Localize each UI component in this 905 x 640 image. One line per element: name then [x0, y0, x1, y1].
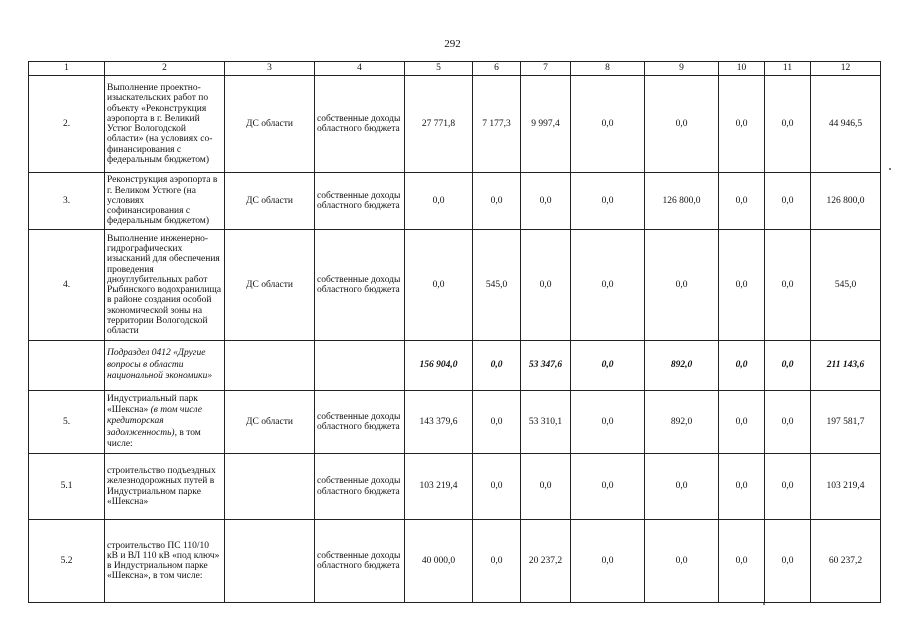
row-value: 211 143,6 — [811, 341, 881, 391]
col-header-6: 6 — [473, 62, 521, 76]
row-value: 892,0 — [645, 341, 719, 391]
row-executor — [225, 454, 315, 520]
col-header-8: 8 — [571, 62, 645, 76]
row-value: 0,0 — [405, 173, 473, 230]
row-executor — [225, 520, 315, 603]
row-value: 0,0 — [473, 454, 521, 520]
row-description-italic: (в том числе кредиторская задолженность) — [107, 404, 203, 438]
row-value: 53 347,6 — [521, 341, 571, 391]
table-row — [29, 230, 881, 341]
row-description: Выполнение инженерно-гидрографических изысканий для обеспечения проведения дноуглубительных работ Рыбинского водохранилища в районе создания особой экономической зоны на территории Вологодской области — [105, 230, 225, 341]
row-value: 7 177,3 — [473, 76, 521, 173]
row-value: 0,0 — [521, 454, 571, 520]
row-value: 0,0 — [719, 173, 765, 230]
row-value: 0,0 — [765, 520, 811, 603]
row-value: 0,0 — [405, 230, 473, 341]
col-header-7: 7 — [521, 62, 571, 76]
row-value: 103 219,4 — [811, 454, 881, 520]
row-source: собственные доходы областного бюджета — [315, 391, 405, 454]
row-number: 2. — [29, 76, 105, 173]
row-executor: ДС области — [225, 76, 315, 173]
table-row — [29, 454, 881, 520]
row-value: 27 771,8 — [405, 76, 473, 173]
row-value: 156 904,0 — [405, 341, 473, 391]
row-executor: ДС области — [225, 173, 315, 230]
col-header-11: 11 — [765, 62, 811, 76]
row-value: 143 379,6 — [405, 391, 473, 454]
row-value: 197 581,7 — [811, 391, 881, 454]
row-value: 0,0 — [765, 230, 811, 341]
row-value: 126 800,0 — [645, 173, 719, 230]
row-value: 0,0 — [645, 520, 719, 603]
col-header-9: 9 — [645, 62, 719, 76]
row-value: 0,0 — [521, 230, 571, 341]
row-value: 0,0 — [719, 454, 765, 520]
row-value: 0,0 — [571, 391, 645, 454]
col-header-2: 2 — [105, 62, 225, 76]
row-source: собственные доходы областного бюджета — [315, 454, 405, 520]
row-value: 9 997,4 — [521, 76, 571, 173]
table-row — [29, 391, 881, 454]
row-number: 5.1 — [29, 454, 105, 520]
budget-table — [28, 61, 881, 603]
row-value: 44 946,5 — [811, 76, 881, 173]
row-value: 0,0 — [719, 520, 765, 603]
row-value: 0,0 — [473, 391, 521, 454]
row-executor: ДС области — [225, 391, 315, 454]
row-source: собственные доходы областного бюджета — [315, 520, 405, 603]
row-value: 0,0 — [473, 173, 521, 230]
row-value: 0,0 — [571, 173, 645, 230]
row-executor: ДС области — [225, 230, 315, 341]
row-value: 0,0 — [765, 341, 811, 391]
row-value: 545,0 — [811, 230, 881, 341]
row-description: строительство подъездных железнодорожных путей в Индустриальном парке «Шексна» — [105, 454, 225, 520]
row-value: 0,0 — [719, 76, 765, 173]
row-value: 0,0 — [521, 173, 571, 230]
row-source — [315, 341, 405, 391]
row-value: 0,0 — [719, 230, 765, 341]
row-value: 53 310,1 — [521, 391, 571, 454]
col-header-1: 1 — [29, 62, 105, 76]
header-row — [29, 62, 881, 76]
row-description: Выполнение проектно-изыскательских работ по объекту «Реконструкция аэропорта в г. Великий Устюг Вологодской области» (на условиях со-финансирования с федеральным бюджетом) — [105, 76, 225, 173]
row-source: собственные доходы областного бюджета — [315, 230, 405, 341]
table-row — [29, 173, 881, 230]
row-value: 0,0 — [719, 391, 765, 454]
col-header-5: 5 — [405, 62, 473, 76]
row-value: 0,0 — [765, 391, 811, 454]
row-value: 60 237,2 — [811, 520, 881, 603]
row-description-main: Индустриальный парк «Шексна» — [107, 393, 198, 415]
row-value: 892,0 — [645, 391, 719, 454]
row-number: 3. — [29, 173, 105, 230]
col-header-12: 12 — [811, 62, 881, 76]
row-description: строительство ПС 110/10 кВ и ВЛ 110 кВ «под ключ» в Индустриальном парке «Шексна», в том числе: — [105, 520, 225, 603]
row-description — [105, 391, 225, 454]
row-value: 0,0 — [765, 76, 811, 173]
row-number: 4. — [29, 230, 105, 341]
col-header-10: 10 — [719, 62, 765, 76]
row-value: 0,0 — [571, 520, 645, 603]
row-number: 5. — [29, 391, 105, 454]
row-value: 0,0 — [645, 230, 719, 341]
row-value: 20 237,2 — [521, 520, 571, 603]
row-value: 0,0 — [765, 454, 811, 520]
row-value: 40 000,0 — [405, 520, 473, 603]
row-source: собственные доходы областного бюджета — [315, 76, 405, 173]
row-value: 0,0 — [473, 520, 521, 603]
row-value: 0,0 — [571, 454, 645, 520]
subsection-row — [29, 341, 881, 391]
col-header-3: 3 — [225, 62, 315, 76]
scan-speck — [763, 603, 765, 605]
row-number — [29, 341, 105, 391]
row-value: 0,0 — [645, 76, 719, 173]
page-number: 292 — [444, 38, 461, 50]
row-value: 0,0 — [645, 454, 719, 520]
row-value: 0,0 — [719, 341, 765, 391]
table-row — [29, 76, 881, 173]
col-header-4: 4 — [315, 62, 405, 76]
scan-speck — [889, 168, 891, 170]
subsection-title: Подраздел 0412 «Другие вопросы в области национальной экономики» — [105, 341, 225, 391]
table-row — [29, 520, 881, 603]
row-value: 545,0 — [473, 230, 521, 341]
row-value: 0,0 — [765, 173, 811, 230]
row-value: 0,0 — [571, 341, 645, 391]
row-number: 5.2 — [29, 520, 105, 603]
row-value: 103 219,4 — [405, 454, 473, 520]
row-value: 0,0 — [571, 76, 645, 173]
row-value: 0,0 — [473, 341, 521, 391]
row-value: 126 800,0 — [811, 173, 881, 230]
row-source: собственные доходы областного бюджета — [315, 173, 405, 230]
row-description: Реконструкция аэропорта в г. Великом Устюге (на условиях софинансирования с федеральным бюджетом) — [105, 173, 225, 230]
row-executor — [225, 341, 315, 391]
row-value: 0,0 — [571, 230, 645, 341]
row-description-tail: , в том числе: — [107, 427, 201, 450]
